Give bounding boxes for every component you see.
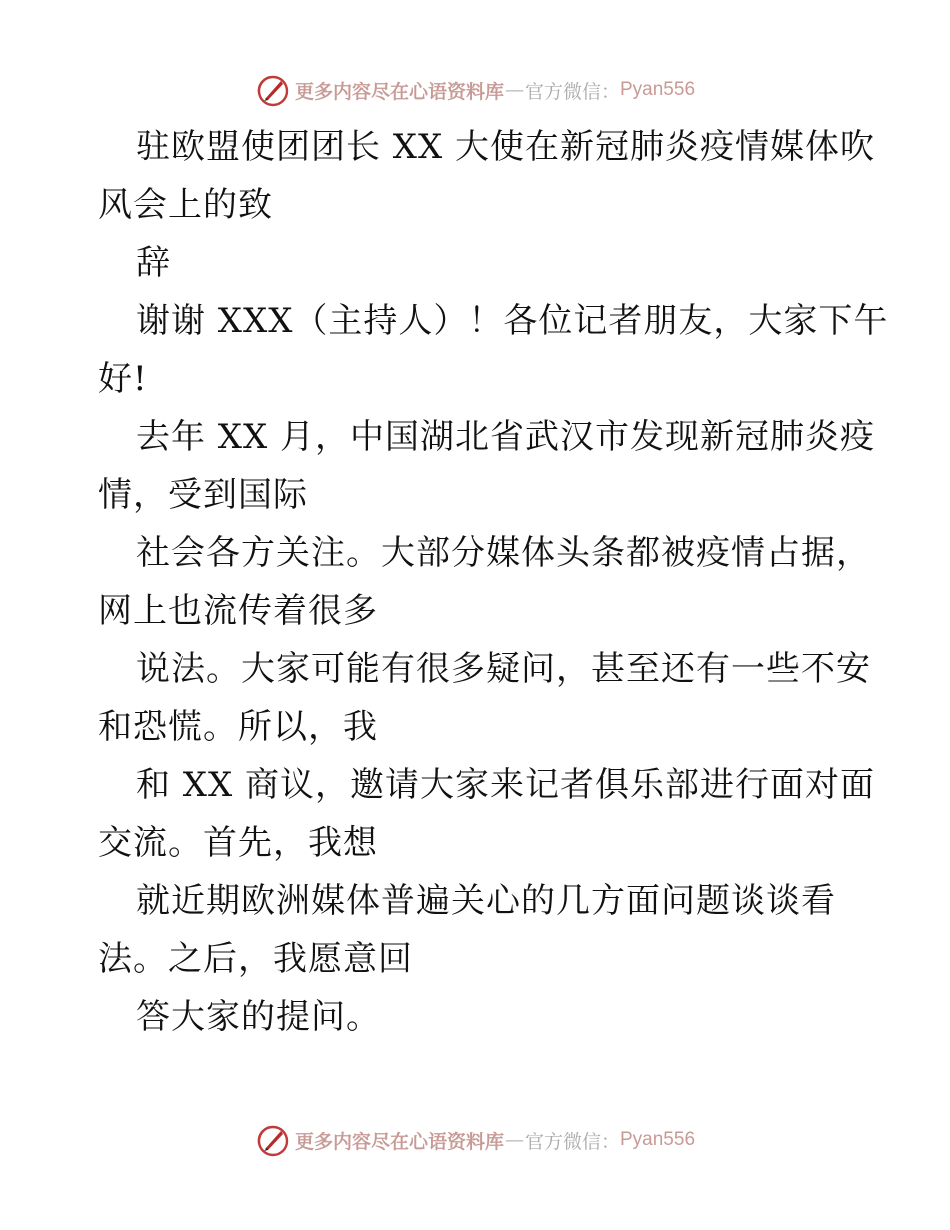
doc-line-4: 谢谢 XXX（主持人）！各位记者朋友，大家下午 <box>136 301 889 341</box>
watermark-group <box>255 72 695 108</box>
doc-line-14: 就近期欧洲媒体普遍关心的几方面问题谈谈看 <box>136 881 836 921</box>
doc-line-8: 社会各方关注。大部分媒体头条都被疫情占据， <box>136 533 871 573</box>
watermark-text: 更多内容尽在心语资料库 <box>294 80 504 103</box>
watermark-wechat-label: 官方微信： <box>524 80 620 103</box>
watermark-dash: — <box>504 79 524 101</box>
document-body <box>98 118 889 1046</box>
watermark-group <box>255 1122 695 1158</box>
header-watermark-banner <box>0 70 950 110</box>
watermark-text: 更多内容尽在心语资料库 <box>294 1130 504 1153</box>
watermark-wechat-id: Pyan556 <box>620 79 696 100</box>
doc-line-16: 答大家的提问。 <box>136 997 381 1037</box>
watermark-dash: — <box>504 1129 524 1151</box>
doc-line-1: 驻欧盟使团团长 XX 大使在新冠肺炎疫情媒体吹 <box>136 127 876 167</box>
quill-pen-icon <box>255 72 291 108</box>
doc-line-7: 情，受到国际 <box>98 475 308 515</box>
quill-pen-icon <box>255 1122 291 1158</box>
doc-line-15: 法。之后，我愿意回 <box>98 939 413 979</box>
doc-line-13: 交流。首先，我想 <box>98 823 378 863</box>
doc-line-5: 好! <box>98 359 148 399</box>
doc-line-12: 和 XX 商议，邀请大家来记者俱乐部进行面对面 <box>136 765 876 805</box>
doc-line-11: 和恐慌。所以，我 <box>98 707 378 747</box>
doc-line-9: 网上也流传着很多 <box>98 591 378 631</box>
doc-line-10: 说法。大家可能有很多疑问，甚至还有一些不安 <box>136 649 871 689</box>
watermark-wechat-id: Pyan556 <box>620 1129 696 1150</box>
watermark-wechat-label: 官方微信： <box>524 1130 620 1153</box>
footer-watermark-banner <box>0 1120 950 1160</box>
doc-line-2: 风会上的致 <box>98 185 273 225</box>
doc-line-3: 辞 <box>136 243 171 283</box>
doc-line-6: 去年 XX 月，中国湖北省武汉市发现新冠肺炎疫 <box>136 417 876 457</box>
